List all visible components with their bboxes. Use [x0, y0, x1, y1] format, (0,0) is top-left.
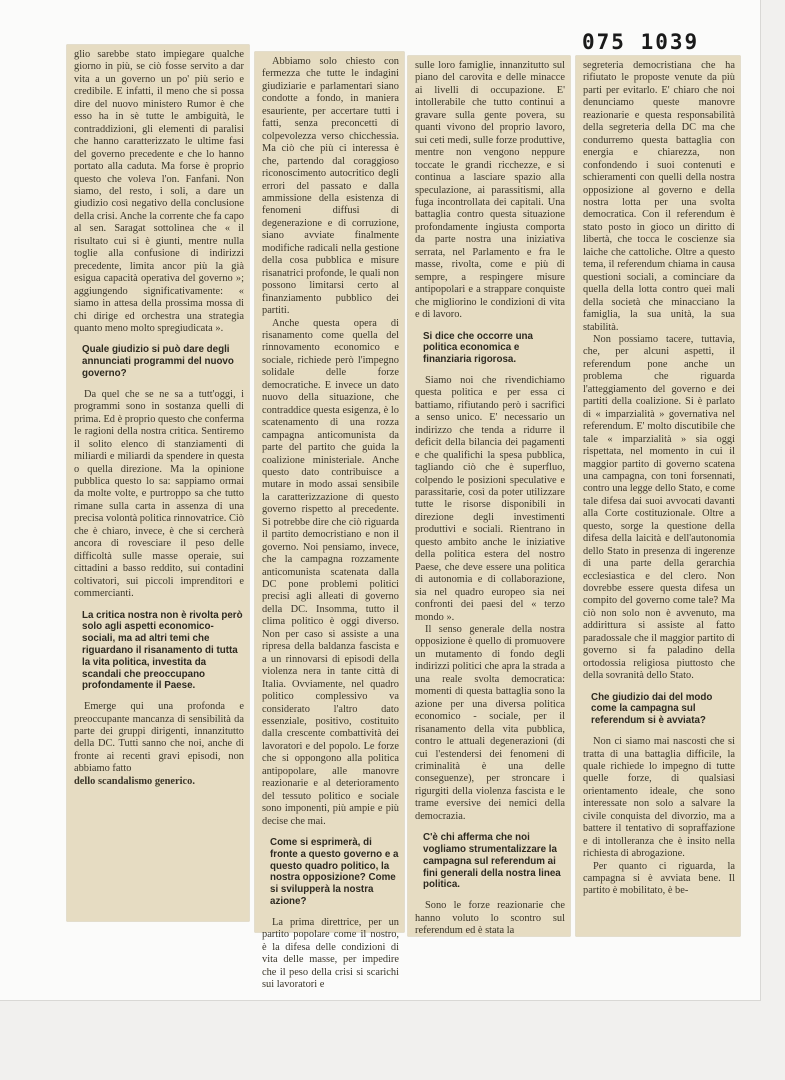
- article-paragraph: Sono le forze reazionarie che hanno voluto lo scontro sul referendum ed è stata la: [415, 900, 565, 937]
- article-paragraph: Per quanto ci riguarda, la campagna si è avviata bene. Il partito è mobilitato, è be-: [583, 860, 735, 897]
- interview-question: C'è chi afferma che noi vogliamo strumentalizzare la campagna sul referendum ai fini generali della nostra linea politica.: [423, 832, 561, 891]
- archive-number-stamp: 075 1039: [582, 30, 700, 54]
- article-paragraph: segreteria democristiana che ha rifiutato le proposte venute da più parti per evitarlo. E' chiaro che noi denunciamo queste manovre reazionarie e questa responsabilità della segreteria della DC ma che condurremo questa battaglia con energia e chiarezza, non confondendo i suoi contenuti e schieramenti con quelli della nostra opposizione al governo e della nostra lotta per una svolta democratica. Con il referendum è stato posto in gioco un diritto di libertà, che tocca le coscienze sia laiche che cattoliche. Oltre a questo tema, il referendum chiama in causa questioni sociali, a cominciare da quella della lotta contro quei mali della società che minacciano la famiglia, la sua unità, la sua stabilità.: [583, 60, 735, 333]
- clipping-column-2: [255, 52, 404, 991]
- clipping-column-4: [576, 56, 740, 936]
- article-paragraph: glio sarebbe stato impiegare qualche giorno in più, se ciò fosse servito a dar vita a un governo un po' più serio e credibile. E infatti, il meno che si possa dire del nuovo ministero Rumor è che esso ha in sè tutte le ambiguità, le contraddizioni, gli elementi di paralisi che hanno caratterizzato le ultime fasi del governo precedente e che lo hanno portato alla caduta. Ma forse è proprio questo che voleva l'on. Fanfani. Non siamo, del resto, i soli, a dare un giudizio così negativo della conclusione della crisi. Anche la corrente che fa capo al sen. Saragat sottolinea che « il risultato cui si è giunti, mentre nulla toglie alla confusione di indirizzi precedente, limita ancor più la già esigua capacità operativa del governo »; aggiungendo significativamente: « siamo in attesa della prossima mossa di chi dirige ed orchestra una strategia quanto meno molto spregiudicata ».: [74, 49, 244, 334]
- article-paragraph: Siamo noi che rivendichiamo questa politica e per essa ci battiamo, rifiutando però i sacrifici a senso unico. E' necessario un indirizzo che tenda a ridurre il deficit della bilancia dei pagamenti e che qualifichi la spesa pubblica, tagliando ciò che è superfluo, colpendo le posizioni speculative e parassitarie, così da poter utilizzare tutte le risorse disponibili in direzione degli investimenti produttivi e sociali. Rientrano in questo ambito anche le iniziative della politica estera del nostro Paese, che deve essere una politica di autonomia e di collaborazione, sia nel quadro europeo sia nei confronti dei paesi del « terzo mondo ».: [415, 374, 565, 623]
- article-paragraph: sulle loro famiglie, innanzitutto sul piano del carovita e delle minacce ai livelli di occupazione. E' intollerabile che tutto continui a gravare sulla gente povera, su quanti vivono del proprio lavoro, sui ceti medi, sulle forze produttive, mentre non vengono neppure toccate le grandi ricchezze, e si continua a lasciare spazio alla speculazione, ai parassitismi, alla fuga incontrollata dei capitali. Una battaglia contro questa situazione profondamente ingiusta comporta da parte nostra una iniziativa serrata, nel Parlamento e fra le masse, rivolta, come e più di sempre, a respingere misure antipopolari e a strappare conquiste che migliorino le condizioni di vita e di lavoro.: [415, 60, 565, 321]
- interview-question: Che giudizio dai del modo come la campagna sul referendum si è avviata?: [591, 691, 713, 727]
- interview-question: La critica nostra non è rivolta però solo agli aspetti economico-sociali, ma ad altri temi che riguardano il risanamento di tutta la vita politica, investita da scandali che preoccupano profondamente il Paese.: [82, 609, 243, 692]
- article-paragraph: Non possiamo tacere, tuttavia, che, per alcuni aspetti, il referendum pone anche un problema che riguarda l'atteggiamento del governo e dei partiti della coalizione. Si è parlato di « imparzialità » governativa nel referendum. E' molto discutibile che tale « imparzialità » sia oggi rispettata, nel momento in cui il maggior partito di governo scatena una campagna, con toni forsennati, contro una legge dello Stato, e come tale difesa dai suoi avvocati davanti alla Corte costituzionale. Oltre a questo, sorge la questione della difesa della laicità e dell'autonomia dello Stato in presenza di ingerenze di una parte della gerarchia ecclesiastica e del clero. Non dovrebbe essere questa difesa un compito del governo come tale? Ma ciò non solo non è avvenuto, ma addirittura si assiste al fatto paradossale che il maggior partito di governo si fa paladino della ortodossia religiosa piuttosto che della sovranità dello Stato.: [583, 333, 735, 682]
- clipping-column-3: [408, 56, 570, 936]
- article-paragraph: Abbiamo solo chiesto con fermezza che tutte le indagini giudiziarie e parlamentari siano condotte a fondo, in maniera esauriente, per accertare tutti i fatti, senza preconcetti di colpevolezza verso chicchessia. Ma ciò che più ci interessa è che, partendo dal coraggioso riconoscimento autocritico degli errori del passato e dalla ammissione della esistenza di fenomeni diffusi di degenerazione e di corruzione, siano avviate finalmente modifiche radicali nella gestione della cosa pubblica e misure risanatrici profonde, le quali non possono limitarsi certo al finanziamento pubblico dei partiti.: [262, 56, 399, 317]
- interview-question: Come si esprimerà, di fronte a questo governo e a questo quadro politico, la nostra opposizione? Come si svilupperà la nostra azione?: [270, 837, 399, 908]
- article-paragraph: Emerge qui una profonda e preoccupante mancanza di sensibilità da parte dei gruppi dirigenti, innanzitutto della DC. Tutti sanno che noi, anche di fronte ai recenti gravi episodi, non abbiamo fatto: [74, 701, 244, 775]
- article-paragraph: Anche questa opera di risanamento come quella del rinnovamento economico e sociale, richiede però l'impegno solidale delle forze democratiche. E invece un dato nuovo della situazione, che contraddice questa esigenza, è lo scatenamento di una rozza campagna anticomunista da parte del partito che guida la coalizione ministeriale. Anche questo dato contribuisce a mutare in modo assai sensibile la caratterizzazione di questo governo rispetto al precedente. Si potrebbe dire che ciò riguarda il partito democristiano e non il governo. Noi pensiamo, invece, che la campagna rozzamente anticomunista scatenata dalla DC pone problemi politici precisi agli alleati di governo della DC. Insomma, tutto il clima politico è oggi diverso. Non per caso si assiste a una ripresa della baldanza fascista e a un rinnovarsi di episodi della violenza nera in tante città di Italia. Ovviamente, nel quadro politico complessivo va considerato l'altro dato essenziale, positivo, costituito dalla crescente combattività dei lavoratori e del popolo. Le forze che si oppongono alla politica antipopolare, alle manovre reazionarie e al deterioramento del tessuto politico e sociale sono imponenti, più ampie e più decise che mai.: [262, 317, 399, 827]
- article-paragraph: Non ci siamo mai nascosti che si tratta di una battaglia difficile, la quale richiede lo impegno di tutte quelle forze, di qualsiasi orientamento ideale, che sono interessate non solo a salvare la civile conquista del divorzio, ma a battere il tentativo di sopraffazione e di intolleranza che è insito nella richiesta di abrogazione.: [583, 736, 735, 860]
- clipping-column-1: [67, 45, 249, 921]
- article-paragraph: Il senso generale della nostra opposizione è quello di promuovere un mutamento di fondo degli indirizzi politici che apra la strada a una reale svolta democratica: momenti di questa battaglia sono la azione per una diversa politica economico - sociale, per il risanamento della vita pubblica, contro le attuali degenerazioni (di cui l'estendersi dei fenomeni di criminalità è una delle conseguenze), per stroncare i rigurgiti della violenza fascista e le trame eversive dei nemici della democrazia.: [415, 623, 565, 822]
- interview-question: Si dice che occorre una politica economica e finanziaria rigorosa.: [423, 330, 533, 366]
- article-paragraph: La prima direttrice, per un partito popolare come il nostro, è la difesa delle condizioni di vita delle masse, per impedire che il peso della crisi si scarichi sui lavoratori e: [262, 916, 399, 991]
- interview-question: Quale giudizio si può dare degli annunciati programmi del nuovo governo?: [82, 344, 234, 380]
- article-paragraph-fragment: dello scandalismo generico.: [74, 775, 195, 787]
- article-paragraph: Da quel che se ne sa a tutt'oggi, i programmi sono in sostanza quelli di prima. Ed è proprio questo che conferma le ragioni della nostra critica. Sentiremo il solito elenco di stanziamenti di miliardi e miliardi da spendere in questa o quella direzione. Ma la opinione pubblica questo lo sa: sappiamo ormai da molte volte, e purtroppo sa che tutto rimane sulla carta in assenza di una precisa volontà politica rinnovatrice. Ciò che è chiaro, invece, è che si cercherà ancora di rovesciare il peso delle difficoltà sulle masse operaie, sui cittadini a basso reddito, sui contadini coltivatori, sui piccoli imprenditori e commercianti.: [74, 388, 244, 600]
